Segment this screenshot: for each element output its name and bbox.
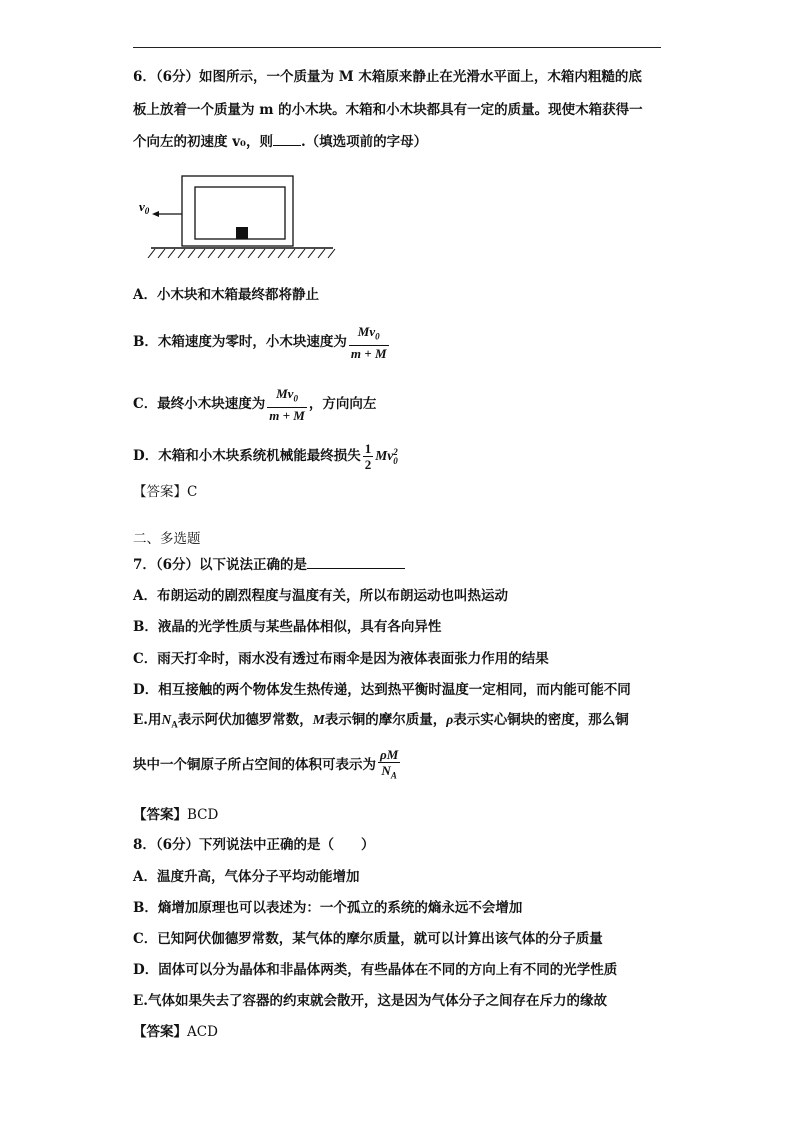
small-block <box>236 227 248 239</box>
q8-option-e: E.气体如果失去了容器的约束就会散开，这是因为气体分子之间存在斥力的缘故 <box>133 993 607 1009</box>
q6-answer-value: C <box>187 484 198 500</box>
q6-stem-line3 <box>133 133 427 151</box>
q8-option-a: A．温度升高，气体分子平均动能增加 <box>133 869 360 885</box>
q7-option-b: B．液晶的光学性质与某些晶体相似，具有各向异性 <box>133 619 442 635</box>
q8-answer: 【答案】ACD <box>133 1024 218 1040</box>
ground-hatching <box>148 249 335 258</box>
q6-option-a: A．小木块和木箱最终都将静止 <box>133 287 319 303</box>
q7-option-e: E.用$N_A$表示阿伏加德罗常数，M表示铜的摩尔质量，ρ表示实心铜块的密度，那么铜 <box>133 712 629 730</box>
q6-option-d-text: D．木箱和小木块系统机械能最终损失 <box>133 448 361 464</box>
q7-answer-blank <box>307 556 405 569</box>
q6-stem-line2: 板上放着一个质量为 m 的小木块。木箱和小木块都具有一定的质量。现使木箱获得一 <box>133 102 643 118</box>
q8-option-d: D．固体可以分为晶体和非晶体两类，有些晶体在不同的方向上有不同的光学性质 <box>133 962 618 978</box>
q6-stem-line1: 6．（6分）如图所示，一个质量为 M 木箱原来静止在光滑水平面上，木箱内粗糙的底 <box>133 69 642 85</box>
arrow-head <box>152 211 159 217</box>
q7-option-c: C．雨天打伞时，雨水没有透过布雨伞是因为液体表面张力作用的结果 <box>133 651 549 667</box>
q7-option-a: A．布朗运动的剧烈程度与温度有关，所以布朗运动也叫热运动 <box>133 588 508 604</box>
q7-option-e-line2: 块中一个铜原子所占空间的体积可表示为 $\frac{\rho M}{N_A}$ <box>133 745 402 785</box>
q6-option-c-pre: C．最终小木块速度为 <box>133 396 266 412</box>
q6-option-b-fraction: $\frac{Mv_0}{m + M}$ <box>350 324 387 361</box>
q6-option-b-text: B．木箱速度为零时，小木块速度为 <box>133 334 347 350</box>
header-rule <box>133 47 661 48</box>
section-heading: 二、多选题 <box>133 531 201 547</box>
q6-option-d-energy: Mv 2 0 <box>375 446 398 466</box>
q6-option-c-post: ，方向向左 <box>308 396 377 412</box>
q6-answer-blank <box>273 133 301 146</box>
q7-volume-fraction: $\frac{\rho M}{N_A}$ <box>378 747 400 784</box>
q6-stem-line3a: 个向左的初速度 v₀，则 <box>133 134 273 150</box>
v0-label: $v_0$ <box>139 199 150 216</box>
q6-option-d-half: $\frac{1}{2}$ <box>364 441 372 472</box>
q6-stem-line3b: .（填选项前的字母） <box>300 134 428 150</box>
q6-option-d <box>133 436 398 476</box>
q6-option-c-fraction: $\frac{Mv_0}{m + M}$ <box>269 386 305 423</box>
avogadro-symbol: $N_A$ <box>161 712 178 730</box>
q8-option-c: C．已知阿伏伽德罗常数，某气体的摩尔质量，就可以计算出该气体的分子质量 <box>133 931 603 947</box>
q6-answer <box>133 483 197 501</box>
q8-option-b: B．熵增加原理也可以表述为：一个孤立的系统的熵永远不会增加 <box>133 900 523 916</box>
q6-answer-label: 【答案】 <box>133 484 187 500</box>
q7-stem: 7．（6分）以下说法正确的是 <box>133 556 405 574</box>
q8-stem: 8．（6分）下列说法中正确的是（ ） <box>133 837 375 853</box>
q7-option-d: D．相互接触的两个物体发生热传递，达到热平衡时温度一定相同，而内能可能不同 <box>133 682 631 698</box>
q6-box-diagram <box>133 168 343 264</box>
q6-option-c <box>133 384 376 424</box>
q6-option-b <box>133 322 391 362</box>
q7-answer: 【答案】BCD <box>133 807 219 823</box>
